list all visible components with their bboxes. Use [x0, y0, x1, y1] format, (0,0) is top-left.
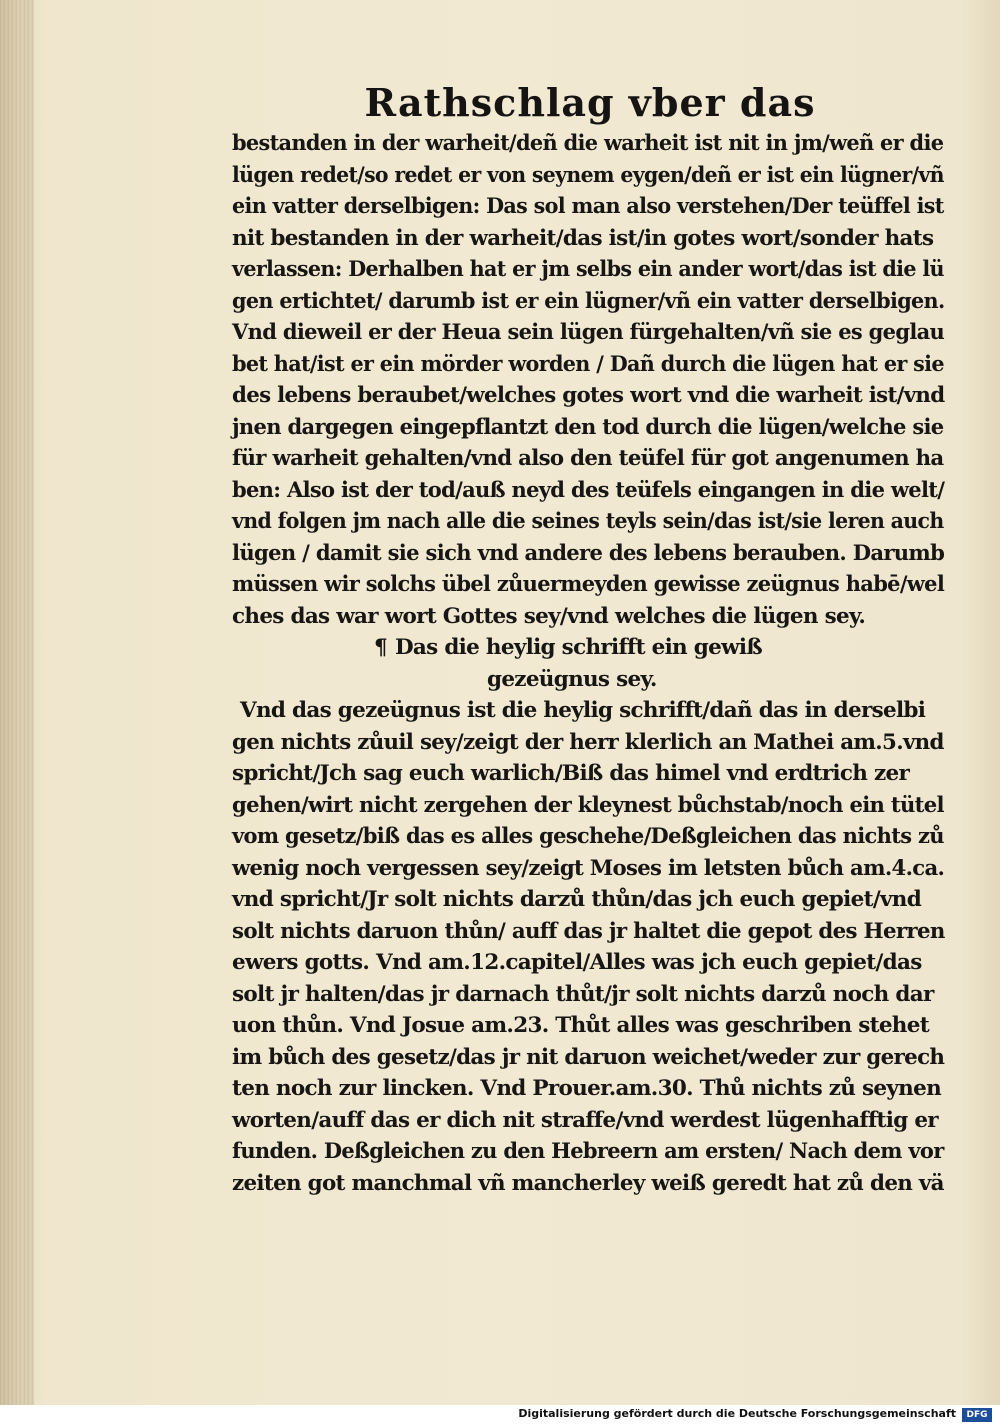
text-line: vnd spricht/Jr solt nichts darzů thůn/das jch euch gepiet/vnd	[232, 887, 922, 912]
section-heading-line-1	[232, 632, 944, 664]
text-line: bet hat/ist er ein mörder worden / Dañ durch die lügen hat er sie	[232, 351, 944, 377]
text-line: vom gesetz/biß das es alles geschehe/Deßgleichen das nichts zů	[232, 824, 944, 849]
text-line: zeiten got manchmal vñ mancherley weiß geredt hat zů den vä	[232, 1170, 944, 1196]
text-line: spricht/Jch sag euch warlich/Biß das himel vnd erdtrich zer	[232, 761, 910, 786]
text-line: im bůch des gesetz/das jr nit daruon weichet/weder zur gerech	[232, 1044, 945, 1070]
text-line: bestanden in der warheit/deñ die warheit ist nit in jm/weñ er die	[232, 131, 944, 156]
text-line: nit bestanden in der warheit/das ist/in gotes wort/sonder hats	[232, 225, 934, 251]
funding-credit: Digitalisierung gefördert durch die Deutsche Forschungsgemeinschaft	[518, 1407, 956, 1420]
text-line: müssen wir solchs übel zůuermeyden gewisse zeügnus habē/wel	[232, 572, 945, 597]
pilcrow-icon: ¶	[374, 635, 387, 660]
text-line: jnen dargegen eingepflantzt den tod durch die lügen/welche sie	[232, 414, 944, 440]
text-line: verlassen: Derhalben hat er jm selbs ein ander wort/das ist die lü	[232, 257, 944, 282]
text-line: Vnd dieweil er der Heua sein lügen fürgehalten/vñ sie es geglau	[232, 320, 945, 345]
text-line: lügen redet/so redet er von seynem eygen/deñ er ist ein lügner/vñ	[232, 162, 944, 188]
text-line: vnd folgen jm nach alle die seines teyls sein/das ist/sie leren auch	[232, 509, 944, 534]
text-line: ein vatter derselbigen: Das sol man also verstehen/Der teüffel ist	[232, 194, 944, 219]
text-line: des lebens beraubet/welches gotes wort vnd die warheit ist/vnd	[232, 383, 945, 408]
text-line: solt jr halten/das jr darnach thůt/jr solt nichts darzů noch dar	[232, 981, 934, 1007]
section-heading-text-1: Das die heylig schrifft ein gewiß	[394, 635, 762, 660]
text-line: ten noch zur lincken. Vnd Prouer.am.30. Thů nichts zů seynen	[232, 1076, 941, 1101]
text-line: uon thůn. Vnd Josue am.23. Thůt alles was geschriben stehet	[232, 1013, 929, 1038]
text-line: worten/auff das er dich nit straffe/vnd werdest lügenhafftig er	[232, 1107, 938, 1133]
running-head: Rathschlag vber das	[364, 80, 816, 125]
text-line: lügen / damit sie sich vnd andere des lebens berauben. Darumb	[232, 540, 945, 566]
text-line: gehen/wirt nicht zergehen der kleynest bůchstab/noch ein tütel	[232, 792, 944, 818]
text-block	[232, 128, 944, 1199]
dfg-logo: DFG	[962, 1408, 992, 1422]
body-paragraph-1	[232, 128, 944, 632]
text-line: ches das war wort Gottes sey/vnd welches die lügen sey.	[232, 603, 866, 629]
text-line: wenig noch vergessen sey/zeigt Moses im letsten bůch am.4.ca.	[232, 855, 945, 881]
text-line: Vnd das gezeügnus ist die heylig schrifft/dañ das in derselbi	[240, 698, 926, 723]
footer-bar	[0, 1405, 1000, 1425]
text-line: solt nichts daruon thůn/ auff das jr haltet die gepot des Herren	[232, 918, 945, 944]
text-line: für warheit gehalten/vnd also den teüfel für got angenumen ha	[232, 446, 944, 471]
text-line: ewers gotts. Vnd am.12.capitel/Alles was jch euch gepiet/das	[232, 950, 922, 975]
text-line: gen nichts zůuil sey/zeigt der herr klerlich an Mathei am.5.vnd	[232, 729, 944, 755]
text-line: funden. Deßgleichen zu den Hebreern am ersten/ Nach dem vor	[232, 1139, 944, 1164]
text-line: ben: Also ist der tod/auß neyd des teüfels eingangen in die welt/	[232, 477, 945, 503]
page-gutter-edge	[0, 0, 34, 1405]
body-paragraph-2	[232, 695, 944, 1199]
text-line: gen ertichtet/ darumb ist er ein lügner/vñ ein vatter derselbigen.	[232, 288, 945, 314]
section-heading-line-2: gezeügnus sey.	[487, 666, 657, 692]
